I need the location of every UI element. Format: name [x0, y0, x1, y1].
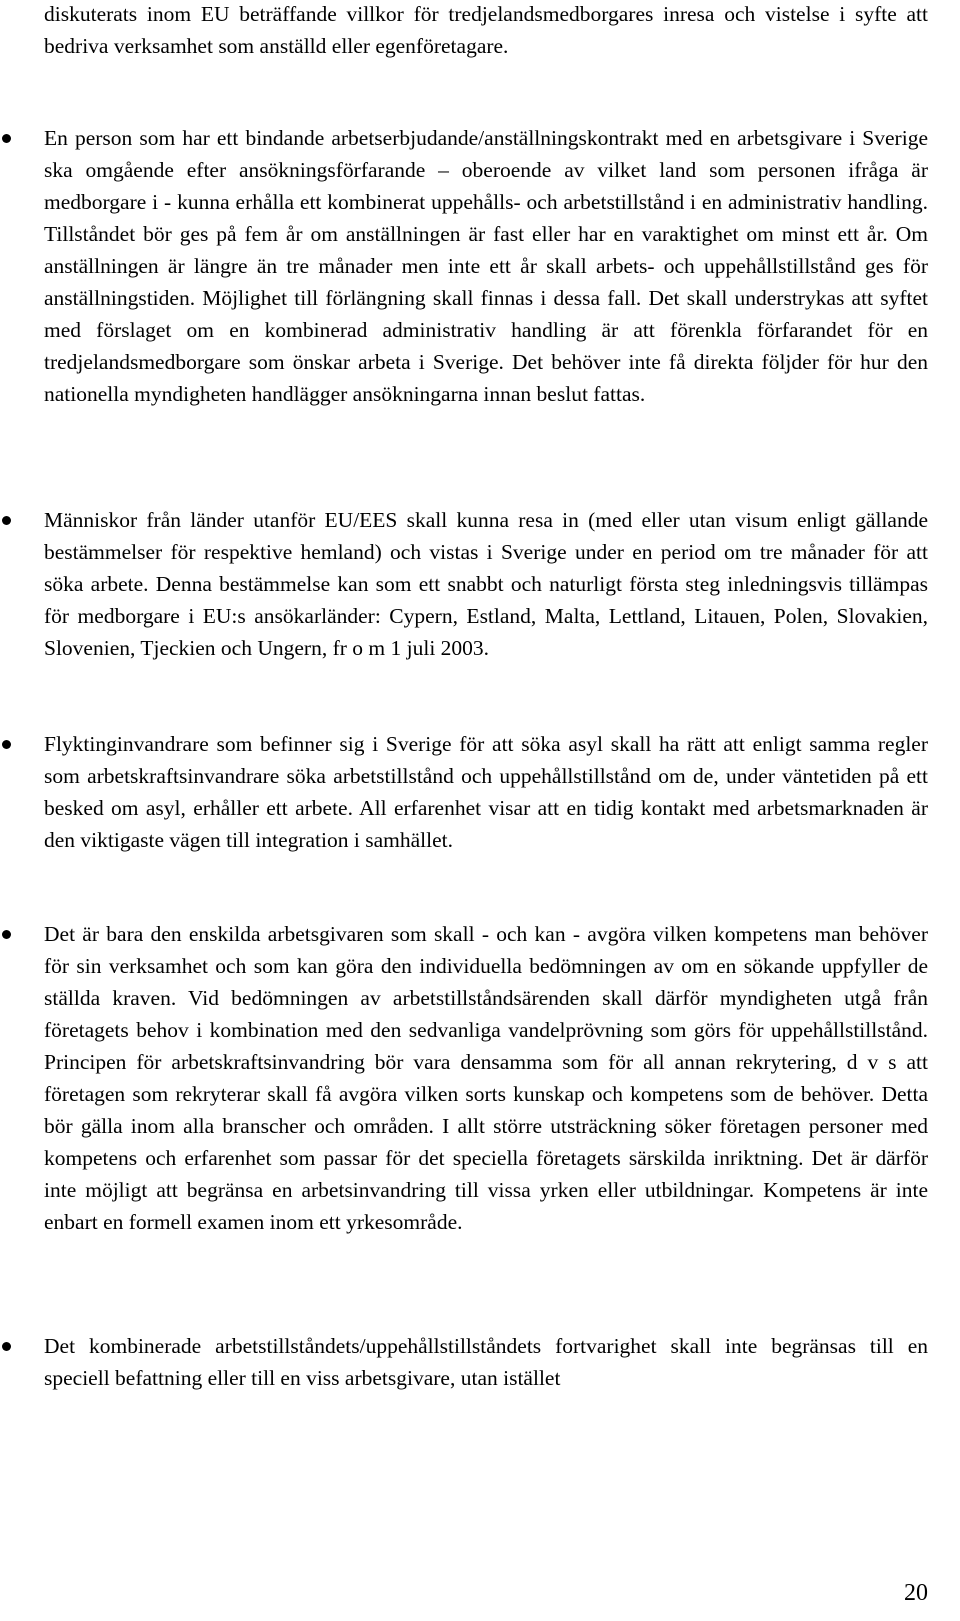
- bullet-icon: [2, 516, 11, 525]
- bullet-icon: [2, 134, 11, 143]
- bullet-text: Flyktinginvandrare som befinner sig i Sverige för att söka asyl skall ha rätt att enligt samma regler som arbetskraftsinvandrare söka arbetstillstånd och uppehållstillstånd om de, under väntetiden på ett besked om asyl, erhåller ett arbete. All erfarenhet visar att en tidig kontakt med arbetsmarknaden är den viktigaste vägen till integration i samhället.: [44, 732, 928, 852]
- intro-paragraph: diskuterats inom EU beträffande villkor för tredjelandsmedborgares inresa och vistelse i syfte att bedriva verksamhet som anställd eller egenföretagare.: [44, 2, 928, 58]
- page-number: 20: [904, 1580, 928, 1606]
- bullet-icon: [2, 1342, 11, 1351]
- bullet-text: Människor från länder utanför EU/EES skall kunna resa in (med eller utan visum enligt gällande bestämmelser för respektive hemland) och vistas i Sverige under en period om tre månader för att söka arbete. Denna bestämmelse kan som ett snabbt och naturligt första steg inledningsvis tillämpas för medborgare i EU:s ansökarländer: Cypern, Estland, Malta, Lettland, Litauen, Polen, Slovakien, Slovenien, Tjeckien och Ungern, fr o m 1 juli 2003.: [44, 508, 928, 660]
- bullet-icon: [2, 740, 11, 749]
- bullet-icon: [2, 930, 11, 939]
- bullet-text: En person som har ett bindande arbetserbjudande/anställningskontrakt med en arbetsgivare i Sverige ska omgående efter ansökningsförfarande – oberoende av vilket land som personen ifråga är medborgare i - kunna erhålla ett kombinerat uppehålls- och arbetstillstånd i en administrativ handling. Tillståndet bör ges på fem år om anställningen är fast eller har en varaktighet om minst ett år. Om anställningen är längre än tre månader men inte ett år skall arbets- och uppehållstillstånd ges för anställningstiden. Möjlighet till förlängning skall finnas i dessa fall. Det skall understrykas att syftet med förslaget om en kombinerad administrativ handling är att förenkla förfarandet för en tredjelandsmedborgare som önskar arbeta i Sverige. Det behöver inte få direkta följder för hur den nationella myndigheten handlägger ansökningarna innan beslut fattas.: [44, 126, 928, 406]
- bullet-text: Det kombinerade arbetstillståndets/uppehållstillståndets fortvarighet skall inte begränsas till en speciell befattning eller till en viss arbetsgivare, utan istället: [44, 1334, 928, 1390]
- bullet-text: Det är bara den enskilda arbetsgivaren som skall - och kan - avgöra vilken kompetens man behöver för sin verksamhet och som kan göra den individuella bedömningen av om en sökande uppfyller de ställda kraven. Vid bedömningen av arbetstillståndsärenden skall därför myndigheten utgå från företagets behov i kombination med den sedvanliga vandelprövning som görs för uppehållstillstånd. Principen för arbetskraftsinvandring bör vara densamma som för all annan rekrytering, d v s att företagen som rekryterar skall få avgöra vilken sorts kunskap och kompetens som de behöver. Detta bör gälla inom alla branscher och områden. I allt större utsträckning söker företagen personer med kompetens och erfarenhet som passar för det speciella företagets särskilda inriktning. Det är därför inte möjligt att begränsa en arbetsinvandring till vissa yrken eller utbildningar. Kompetens är inte enbart en formell examen inom ett yrkesområde.: [44, 922, 928, 1234]
